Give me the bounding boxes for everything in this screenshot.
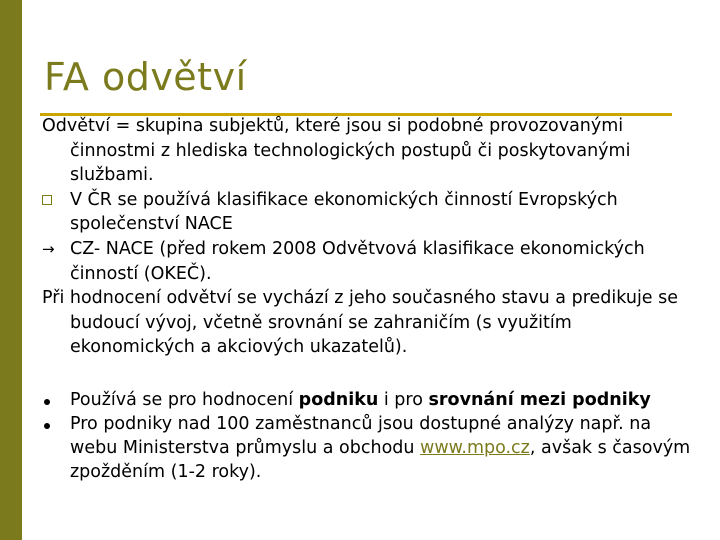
bullet-1-text-a: Používá se pro hodnocení — [70, 390, 299, 410]
paragraph-definition-text: Odvětví = skupina subjektů, které jsou si podobné provozovanými činnostmi z hlediska technologických postupů či poskytovanými službami. — [42, 116, 631, 186]
bullet-1-bold-srovnani: srovnání mezi podniky — [428, 390, 651, 410]
paragraph-nace-text: V ČR se používá klasifikace ekonomických činností Evropských společenství NACE — [70, 189, 618, 235]
slide-body — [42, 114, 692, 360]
paragraph-nace — [42, 188, 692, 237]
paragraph-evaluation-text: Při hodnocení odvětví se vychází z jeho současného stavu a predikuje se budoucí vývoj, včetně srovnání se zahraničím (s využitím ekonomických a akciových ukazatelů). — [42, 288, 679, 358]
paragraph-evaluation — [42, 286, 692, 360]
arrow-right-icon: → — [42, 239, 55, 258]
slide-title: FA odvětví — [44, 55, 247, 99]
list-item — [42, 412, 692, 484]
bullet-2-text-b: , avšak s časovým zpožděním (1-2 roky). — [70, 438, 691, 482]
bullet-list — [42, 388, 692, 484]
paragraph-definition — [42, 114, 692, 188]
paragraph-cz-nace-text: CZ- NACE (před rokem 2008 Odvětvová klasifikace ekonomických činností (OKEČ). — [70, 238, 645, 284]
bullet-1-text-b: i pro — [378, 390, 429, 410]
sidebar-accent-bar — [0, 0, 22, 540]
mpo-link[interactable]: www.mpo.cz — [420, 438, 530, 458]
bullet-dot-icon — [44, 399, 50, 405]
list-item — [42, 388, 692, 412]
bullet-2-text-a: Pro podniky nad 100 zaměstnanců jsou dostupné analýzy např. na webu Ministerstva průmyslu a obchodu — [70, 414, 652, 458]
square-bullet-icon — [42, 195, 52, 205]
bullet-1-bold-podniku: podniku — [298, 390, 379, 410]
bullet-dot-icon — [44, 423, 50, 429]
paragraph-cz-nace — [42, 237, 692, 286]
